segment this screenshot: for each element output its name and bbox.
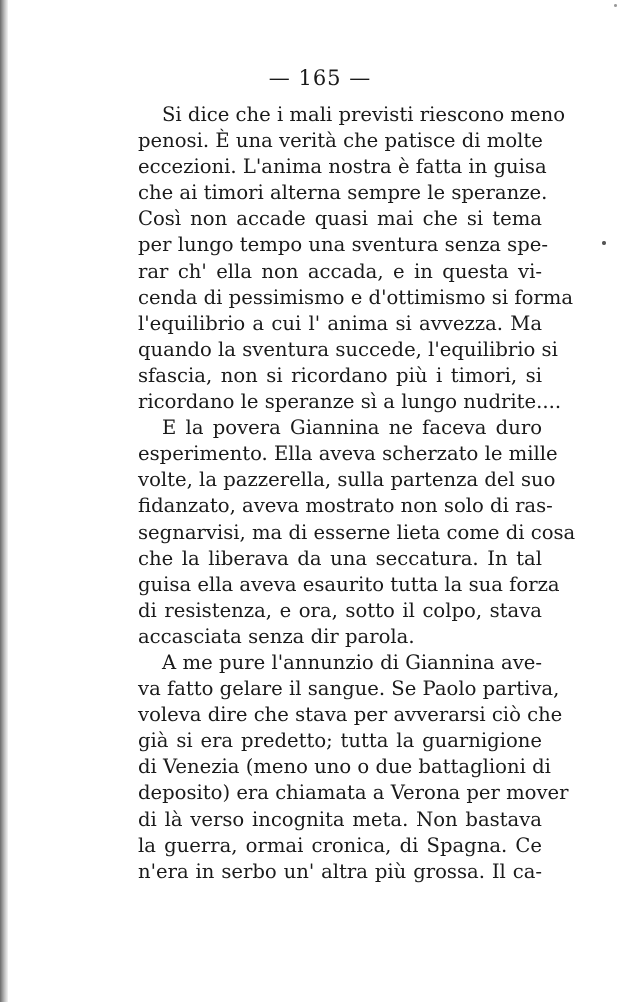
- text-line: rar ch' ella non accada, e in questa vi-: [138, 259, 542, 283]
- page-number: — 165 —: [268, 66, 372, 90]
- text-line: cenda di pessimismo e d'ottimismo si forma: [138, 285, 573, 309]
- text-line: guisa ella aveva esaurito tutta la sua forza: [138, 572, 560, 596]
- text-line: fidanzato, aveva mostrato non solo di ras-: [138, 494, 553, 518]
- text-line: va fatto gelare il sangue. Se Paolo partiva,: [138, 677, 560, 701]
- ink-speck: [614, 4, 617, 7]
- ink-speck: [602, 241, 606, 245]
- text-line: sfascia, non si ricordano più i timori, si: [138, 363, 542, 387]
- text-line: di là verso incognita meta. Non bastava: [138, 807, 542, 831]
- text-line: quando la sventura succede, l'equilibrio si: [138, 337, 558, 361]
- text-line: Così non accade quasi mai che si tema: [138, 207, 542, 231]
- body-text: [138, 102, 576, 885]
- text-line: di Venezia (meno uno o due battaglioni di: [138, 755, 551, 779]
- text-line: penosi. È una verità che patisce di molte: [138, 129, 543, 153]
- text-line: per lungo tempo una sventura senza spe-: [138, 233, 548, 257]
- text-line: di resistenza, e ora, sotto il colpo, stava: [138, 598, 542, 622]
- text-line: A me pure l'annunzio di Giannina ave-: [162, 650, 542, 674]
- text-line: n'era in serbo un' altra più grossa. Il ca-: [138, 859, 542, 883]
- text-line: deposito) era chiamata a Verona per mover: [138, 781, 569, 805]
- text-line: che ai timori alterna sempre le speranze.: [138, 181, 548, 205]
- text-line: voleva dire che stava per avverarsi ciò che: [138, 703, 563, 727]
- text-line: la guerra, ormai cronica, di Spagna. Ce: [138, 833, 542, 857]
- text-line: volte, la pazzerella, sulla partenza del suo: [138, 468, 556, 492]
- text-line: Si dice che i mali previsti riescono meno: [162, 103, 566, 126]
- text-line: accasciata senza dir parola.: [138, 624, 415, 648]
- text-line: l'equilibrio a cui l' anima si avvezza. Ma: [138, 311, 542, 335]
- text-line: eccezioni. L'anima nostra è fatta in guisa: [138, 155, 547, 179]
- text-line: ricordano le speranze sì a lungo nudrite....: [138, 390, 562, 414]
- text-line: già si era predetto; tutta la guarnigione: [138, 729, 542, 753]
- page-gutter-edge: [0, 0, 8, 1002]
- text-line: esperimento. Ella aveva scherzato le mille: [138, 442, 558, 466]
- text-line: segnarvisi, ma di esserne lieta come di cosa: [138, 520, 576, 544]
- text-line: che la liberava da una seccatura. In tal: [138, 546, 542, 570]
- text-line: E la povera Giannina ne faceva duro: [162, 416, 542, 440]
